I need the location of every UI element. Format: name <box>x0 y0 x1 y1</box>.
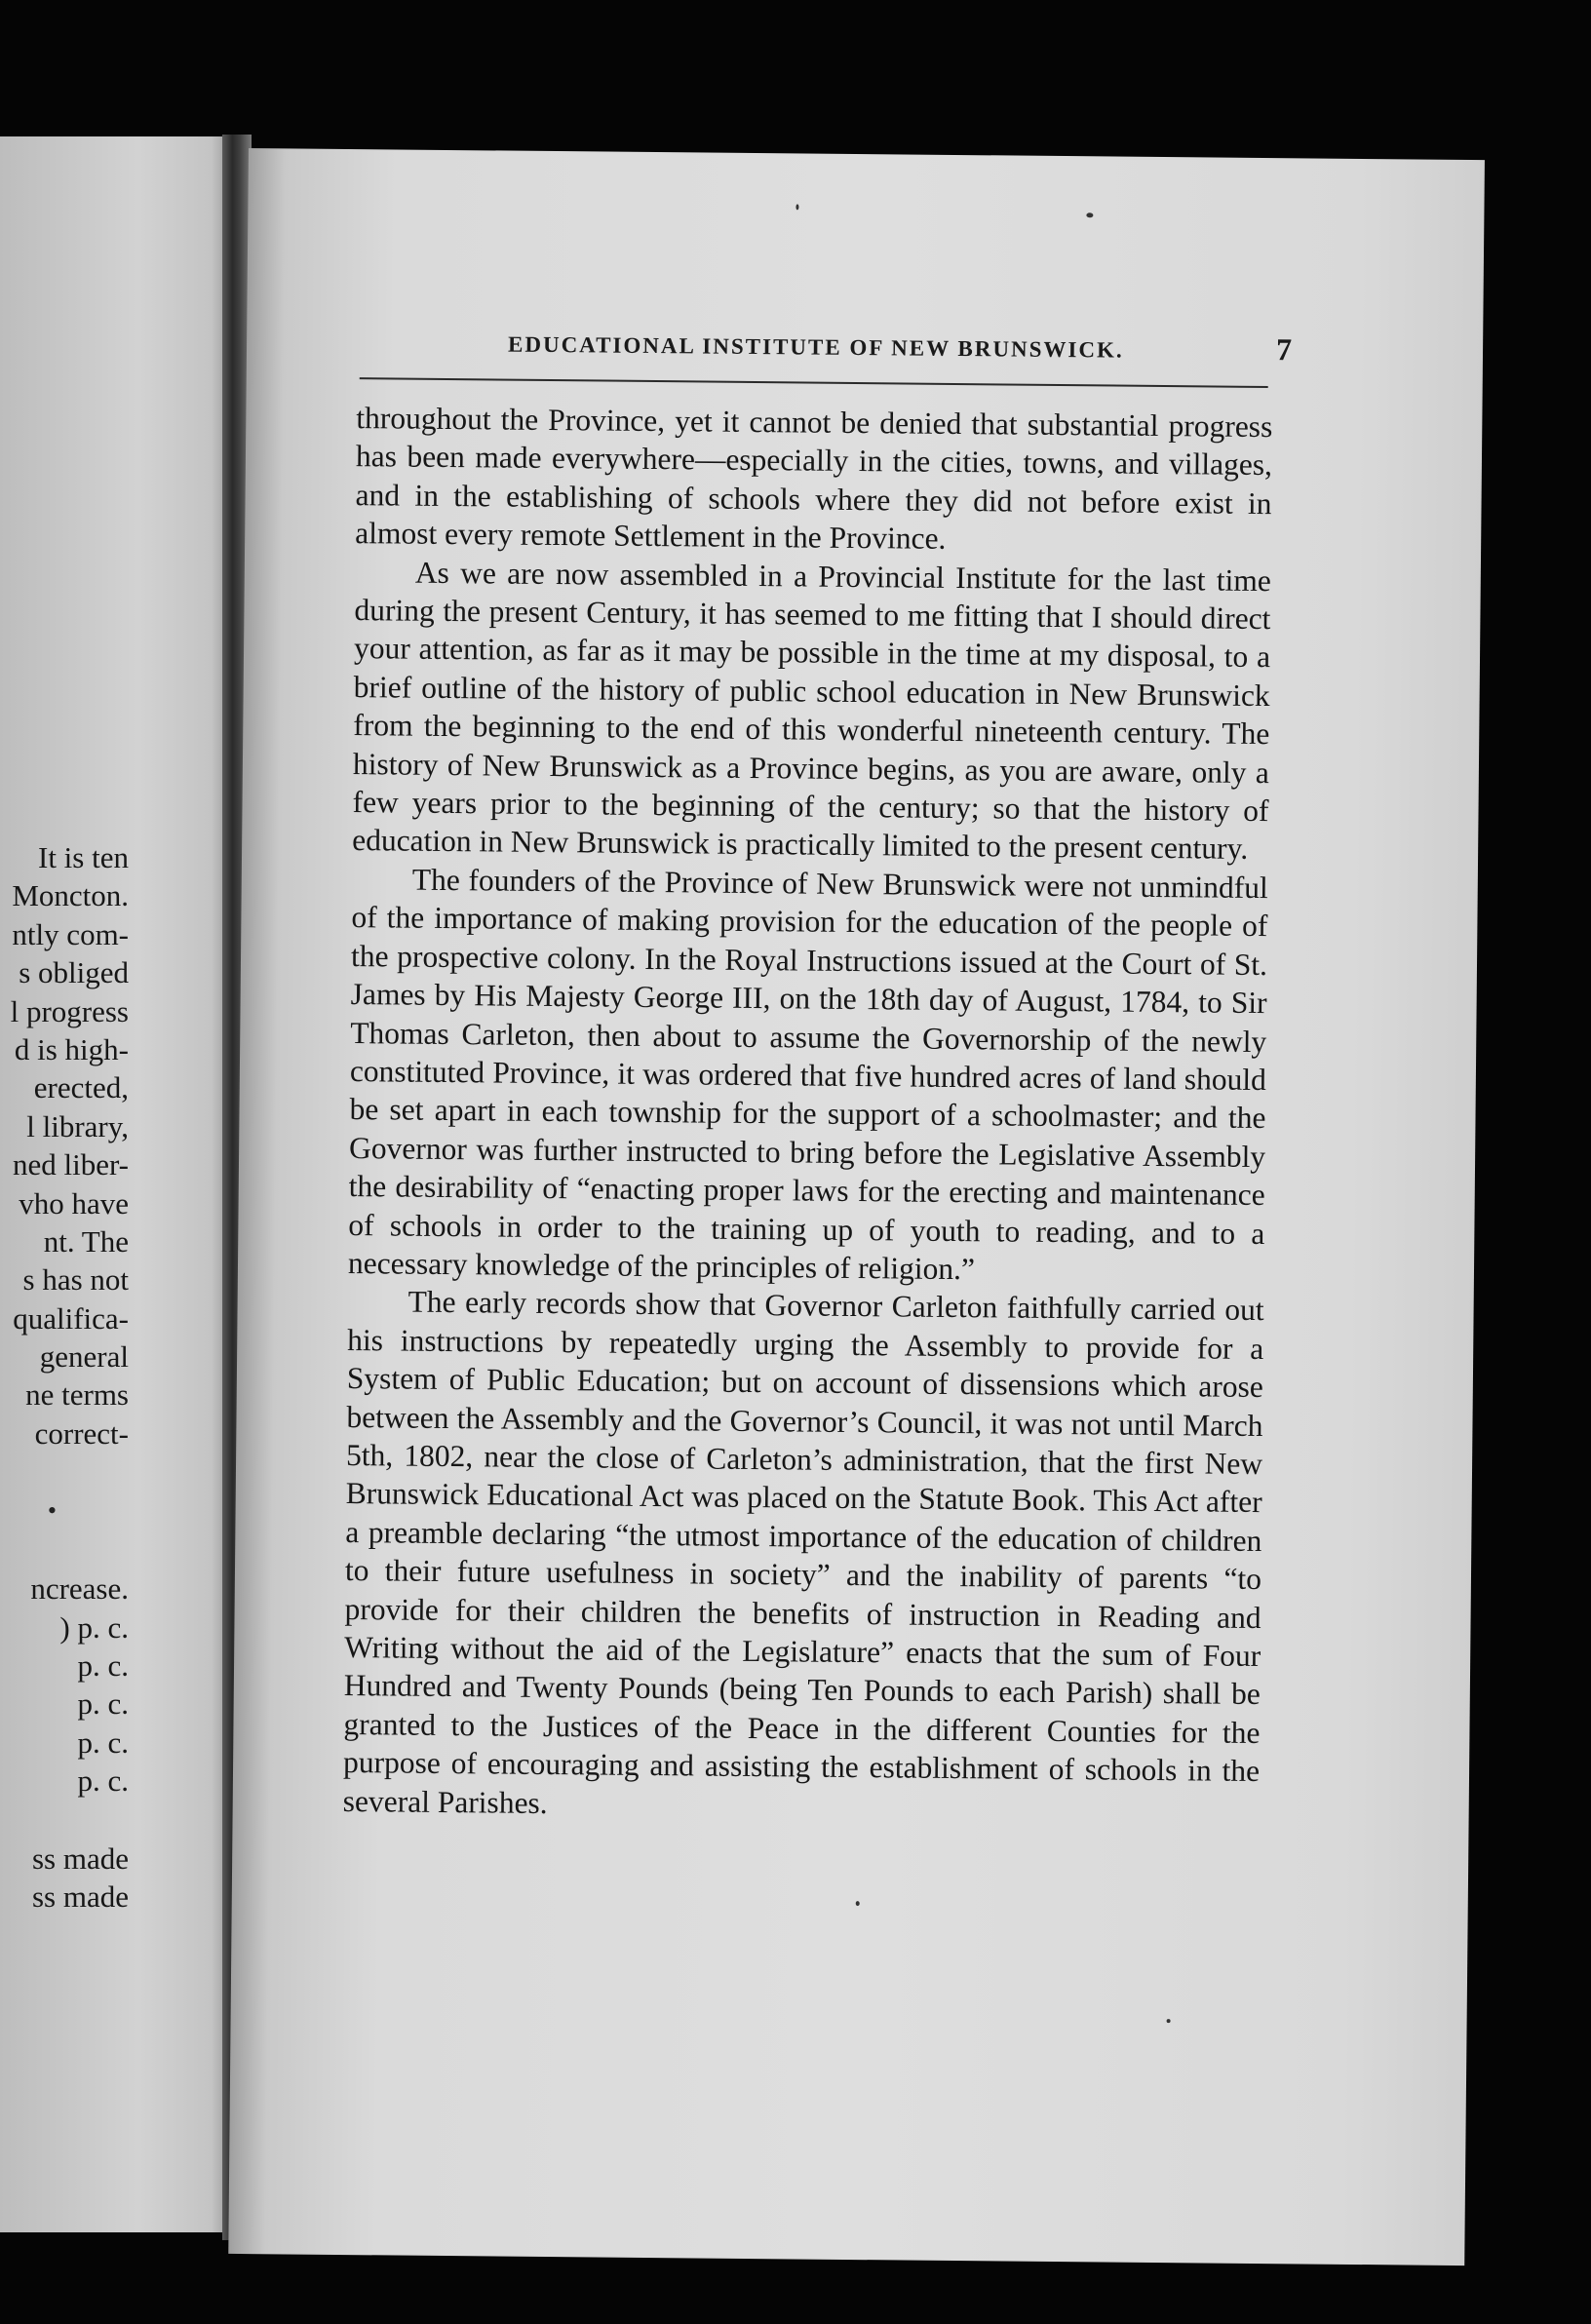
left-fragment-line: d is high- <box>14 1031 129 1066</box>
left-fragment-line: general <box>39 1339 129 1375</box>
left-fragment-line: It is ten <box>38 840 129 874</box>
left-fragment-line: ne terms <box>25 1377 129 1413</box>
left-fragment-line: ss made <box>31 1840 129 1876</box>
left-fragment-line: vho have <box>19 1185 129 1220</box>
left-fragment-line: p. c. <box>77 1686 129 1722</box>
left-fragment-gap <box>0 1530 230 1569</box>
left-fragment-line: qualifica- <box>13 1300 129 1336</box>
running-head-rule <box>360 377 1268 388</box>
left-fragment-line: ) p. c. <box>59 1609 129 1645</box>
running-head-title: EDUCATIONAL INSTITUTE OF NEW BRUNSWICK. <box>507 331 1124 363</box>
left-fragment-line: Moncton. <box>12 878 129 913</box>
left-fragment-line: p. c. <box>77 1648 129 1684</box>
left-facing-page <box>0 136 230 2232</box>
left-fragment-line: p. c. <box>77 1724 129 1760</box>
left-fragment-line: nt. The <box>43 1223 129 1259</box>
left-fragment-line: ntly com- <box>12 916 129 951</box>
paragraph: throughout the Province, yet it cannot be denied that substantial progress has been made everywhere—especially in the cities, towns, and villages, and in the establishing of schools where they did not before exist in almost every remote Settlement in the Province. <box>355 401 1273 557</box>
paragraph: The early records show that Governor Carleton faithfully carried out his instructions by repeatedly urging the Assembly to provide for a System of Public Education; but on account of dissensions which arose between the Assembly and the Governor’s Council, it was not until March 5th, 1802, near the close of Carleton’s administration, that the first New Brunswick Educational Act was placed on the Statute Book. This Act after a preamble declaring “the utmost importance of the education of children to their future usefulness in society” and the inability of parents “to provide for their children the benefits of instruction in Reading and Writing without the aid of the Legislature” enacts that the sum of Four Hundred and Twenty Pounds (being Ten Pounds to each Parish) shall be granted to the Justices of the Peace in the different Counties for the purpose of encouraging and assisting the establishment of schools in the several Parishes. <box>342 1284 1264 1820</box>
left-page-text-fragments <box>0 838 230 1916</box>
running-head <box>360 330 1293 378</box>
left-fragment-line: s has not <box>22 1262 129 1298</box>
left-fragment-line: l progress <box>10 993 129 1028</box>
left-fragment-line: ss made <box>31 1879 129 1914</box>
left-fragment-line: l library, <box>26 1108 129 1143</box>
body-text <box>343 399 1273 1829</box>
paragraph: The founders of the Province of New Brunswick were not unmindful of the importance of making provision for the education of the people of the prospective colony. In the Royal Instructions issued at the Court of St. James by His Majesty George III, on the 18th day of August, 1784, to Sir Thomas Carleton, then about to assume the Governorship of the newly constituted Province, it was ordered that five hundred acres of land should be set apart in each township for the support of a schoolmaster; and the Governor was further instructed to bring before the Legislative Assembly the desirability of “enacting proper laws for the erecting and maintenance of schools in order to the training up of youth to reading, and to a necessary knowledge of the principles of religion.” <box>347 862 1268 1287</box>
page-number: 7 <box>1275 331 1293 368</box>
left-fragment-line: erected, <box>33 1070 129 1105</box>
left-fragment-line: p. c. <box>77 1763 129 1799</box>
left-fragment-line: correct- <box>34 1415 129 1451</box>
left-fragment-line: ncrease. <box>30 1571 129 1607</box>
left-fragment-gap <box>0 1801 230 1840</box>
left-fragment-line: s obliged <box>19 955 129 990</box>
left-fragment-bullet: • <box>47 1496 57 1526</box>
left-fragment-gap <box>0 1452 230 1491</box>
left-fragment-line: ned liber- <box>12 1147 129 1182</box>
right-page <box>228 148 1485 2266</box>
paragraph: As we are now assembled in a Provincial Institute for the last time during the present Century, it has seemed to me fitting that I should direct your attention, as far as it may be possible in the time at my disposal, to a brief outline of the history of public school education in New Brunswick from the beginning to the end of this wonderful nineteenth century. The history of New Brunswick as a Province begins, as you are aware, only a few years prior to the beginning of the century; so that the history of education in New Brunswick is practically limited to the present century. <box>352 555 1271 867</box>
scan-specks <box>249 148 1485 160</box>
